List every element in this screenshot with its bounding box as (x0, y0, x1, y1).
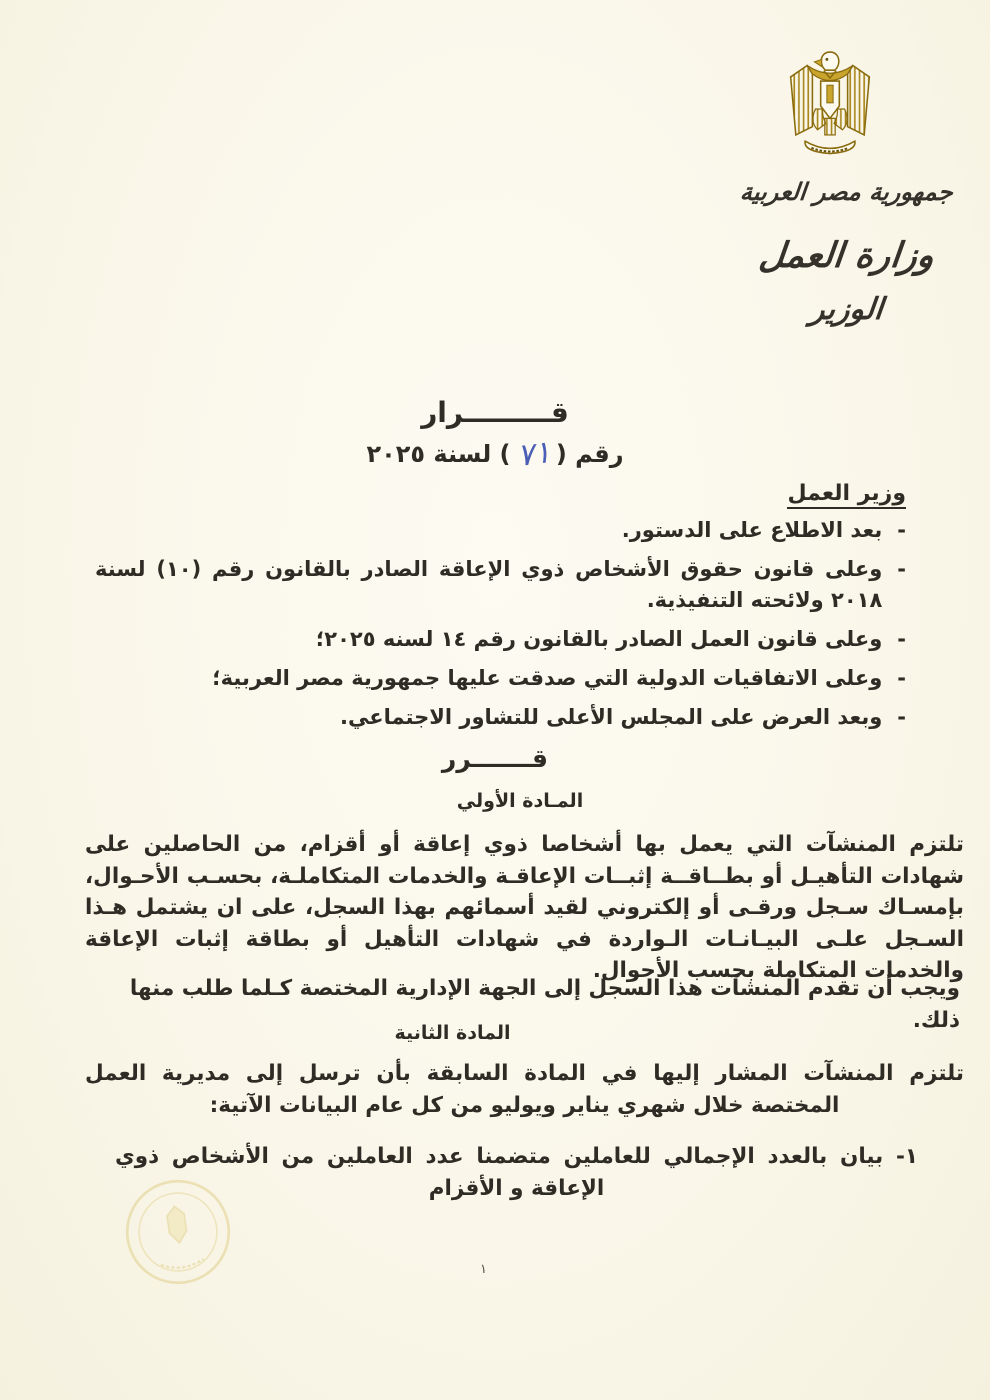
article-1-heading: المـادة الأولي (456, 790, 584, 812)
bullet-dash: - (897, 518, 906, 542)
republic-calligraphy: جمهورية مصر العربية (738, 178, 955, 206)
preamble-item (95, 515, 906, 546)
preamble-text: وبعد العرض على المجلس الأعلى للتشاور الاجتماعي. (340, 705, 883, 729)
preamble-item (95, 663, 906, 694)
minister-calligraphy: الوزير (808, 292, 885, 327)
decree-number-handwritten: ٧١ (514, 434, 553, 474)
decree-number-suffix: ) لسنة ٢٠٢٥ (366, 440, 511, 468)
decision-word: قـــــــرر (441, 744, 549, 773)
preamble-text: وعلى الاتفاقيات الدولية التي صدقت عليها جمهورية مصر العربية؛ (212, 666, 883, 690)
article-2-item: ١- بيان بالعدد الإجمالي للعاملين متضمنا عدد العاملين من الأشخاص ذوي الإعاقة و الأقزام (115, 1144, 918, 1201)
decree-number-prefix: رقم ( (555, 440, 624, 468)
preamble-text: وعلى قانون العمل الصادر بالقانون رقم ١٤ لسنه ٢٠٢٥؛ (315, 627, 883, 651)
preamble-item (95, 624, 906, 655)
article-1-paragraph: ويجب أن تقدم المنشآت هذا السجل إلى الجهة الإدارية المختصة كـلما طلب منها ذلك. (129, 976, 960, 1033)
bullet-dash: - (897, 666, 906, 690)
preamble-item (95, 702, 906, 733)
bullet-dash: - (897, 705, 906, 729)
preamble-item (95, 554, 906, 616)
page-number: ١ (480, 1262, 487, 1277)
preamble-text: بعد الاطلاع على الدستور. (621, 518, 883, 542)
ministry-calligraphy: وزارة العمل (756, 236, 937, 276)
decree-number-line (0, 434, 990, 474)
ministry-seal-stamp-icon (117, 1171, 239, 1293)
bullet-dash: - (897, 557, 906, 581)
decree-title: قـــــــــرار (421, 396, 569, 429)
issuer-heading: وزير العمل (787, 481, 906, 509)
article-2-paragraph: تلتزم المنشآت المشار إليها في المادة السابقة بأن ترسل إلى مديرية العمل المختصة خلال شهري يناير ويوليو من كل عام البيانات الآتية: (85, 1061, 964, 1118)
bullet-dash: - (897, 627, 906, 651)
preamble-list (95, 515, 906, 741)
egypt-eagle-emblem-icon (778, 50, 882, 166)
article-2-heading: المادة الثانية (394, 1022, 511, 1044)
article-1-paragraph: تلتزم المنشآت التي يعمل بها أشخاصا ذوي إعاقة أو أقزام، من الحاصلين على شهادات التأهيـل أو بطــاقــة إثبــات الإعاقـة والخدمات المتكاملـة، بحسـب الأحـوال، بإمسـاك سـجل ورقـى أو إلكتروني لقيد أسمائهم بهذا السجل، على ان يشتمل هـذا السـجل علـى البيـانـات الـواردة في شهادات التأهيل أو بطاقة إثبات الإعاقة والخدمات المتكاملة بحسب الأحوال. (85, 832, 964, 983)
preamble-text: وعلى قانون حقوق الأشخاص ذوي الإعاقة الصادر بالقانون رقم (١٠) لسنة ٢٠١٨ ولائحته التنفيذية. (95, 557, 883, 612)
